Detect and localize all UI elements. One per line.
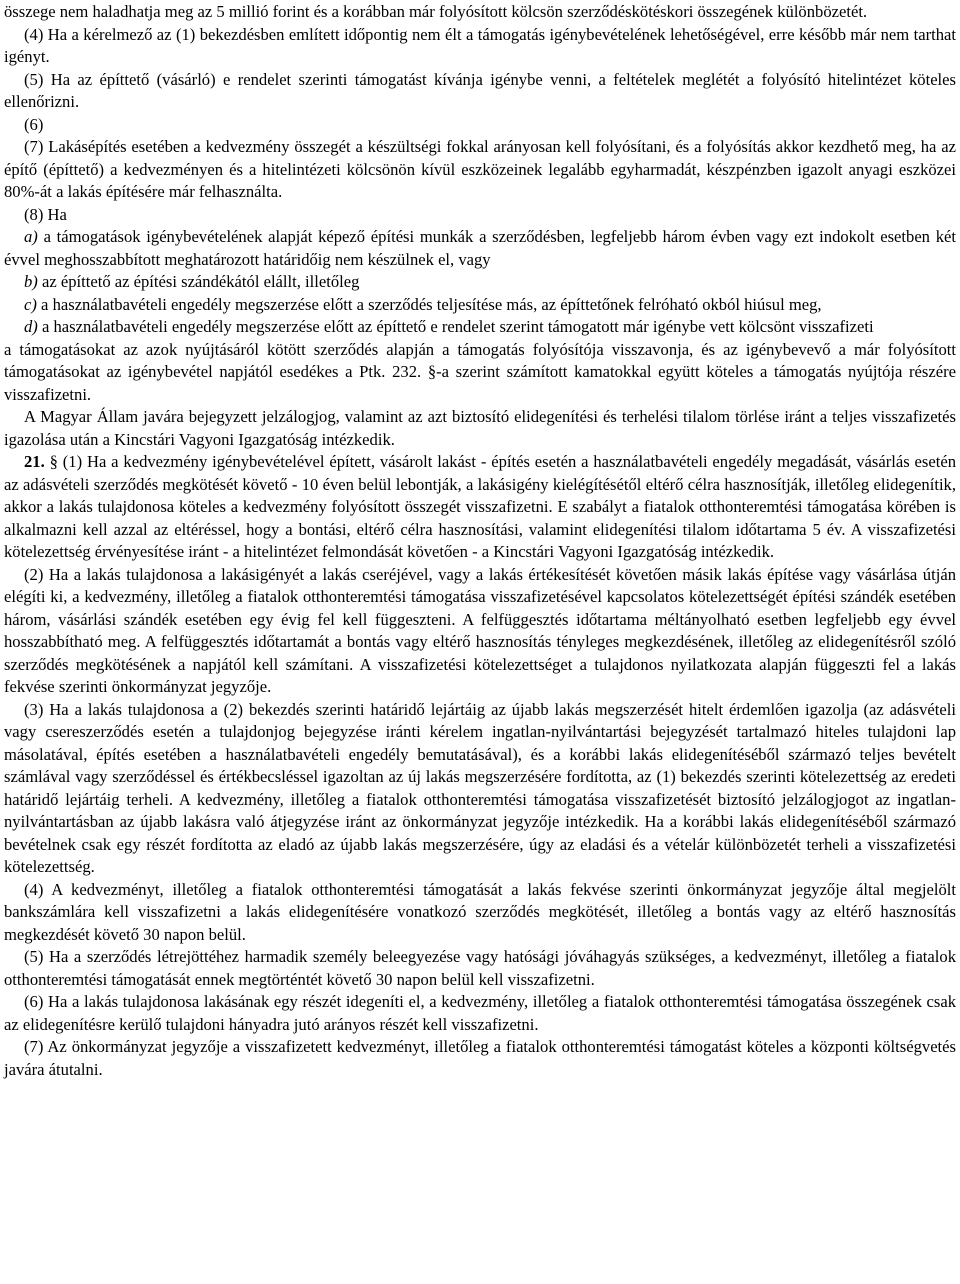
point-marker: c) [24, 294, 37, 314]
paragraph-section-21-6 [4, 991, 956, 1036]
paragraph-point-b [4, 271, 956, 294]
paragraph-section-21-4 [4, 879, 956, 947]
paragraph-section-21-3 [4, 699, 956, 879]
paragraph-text: (6) Ha a lakás tulajdonosa lakásának egy részét idegeníti el, a kedvezmény, illetőleg a fiatalok otthonteremtési támogatása összegének csak az elidegenítésre kerülő tulajdoni hányadra jutó arányos részét kell visszafizetni. [4, 992, 956, 1034]
paragraph-continuation [4, 1, 956, 24]
paragraph-text: a támogatások igénybevételének alapját képező építési munkák a szerződésben, legfeljebb három évben vagy ezt indokolt esetben két évvel meghosszabbított meghatározott határidőig nem készülnek el, vagy [4, 227, 956, 269]
paragraph-mortgage-deletion [4, 406, 956, 451]
paragraph-text: (6) [24, 114, 44, 134]
paragraph-clause-6 [4, 114, 956, 137]
paragraph-text: a használatbavételi engedély megszerzése előtt az építtető e rendelet szerint támogatott már igénybe vett kölcsönt visszafizeti [37, 317, 874, 336]
point-marker: d) [24, 317, 38, 336]
paragraph-text: (3) Ha a lakás tulajdonosa a (2) bekezdés szerinti határidő lejártáig az újabb lakás megszerzését hitelt érdemlően igazolja (az adásvételi vagy csereszerződés esetén a tulajdonjog bejegyzése iránti kérelem ingatlan-nyilvántartási bejegyzését tartalmazó hiteles tulajdoni lap másolatával, építés esetében a használatbavételi engedély bemutatásával), és a korábbi lakás elidegenítéséből származó teljes bevételt számlával vagy szerződéssel és értékbecsléssel igazoltan az új lakás megszerzésére fordította, az (1) bekezdés szerinti kötelezettség az eredeti határidő lejártáig terheli. A kedvezmény, illetőleg a fiatalok otthonteremtési támogatása visszafizetését biztosító jelzálogjogot az ingatlan-nyilvántartásban az újabb lakásra való átjegyzése iránt az önkormányzat jegyzője intézkedik. Ha a korábbi lakás elidegenítéséből származó bevételnek csak egy részét fordította az eladó az újabb lakás megszerzésére, úgy az eladási és a vételár különbözetét terheli a visszafizetési kötelezettség. [4, 699, 956, 876]
paragraph-text: (5) Ha a szerződés létrejöttéhez harmadik személy beleegyezése vagy hatósági jóváhagyás szükséges, a kedvezményt, illetőleg a fiatalok otthonteremtési támogatását ennek megtörténtét követő 30 napon belül kell visszafizetni. [4, 947, 956, 989]
paragraph-clause-8 [4, 204, 956, 227]
paragraph-text: (7) Az önkormányzat jegyzője a visszafizetett kedvezményt, illetőleg a fiatalok otthonteremtési támogatást köteles a központi költségvetés javára átutalni. [4, 1037, 956, 1079]
paragraph-clause-5 [4, 69, 956, 114]
paragraph-text: a használatbavételi engedély megszerzése előtt a szerződés teljesítése más, az építtetőnek felróható okból hiúsul meg, [36, 294, 822, 314]
paragraph-clause-7 [4, 136, 956, 204]
paragraph-text: (2) Ha a lakás tulajdonosa a lakásigényét a lakás cseréjével, vagy a lakás értékesítését követően másik lakás építése vagy vásárlása útján elégíti ki, a kedvezmény, illetőleg a fiatalok otthonteremtési támogatása visszafizetésével kapcsolatos kötelezettségét építési szándék esetében három, vásárlási szándék esetében egy évig fel kell függeszteni. A felfüggesztés időtartama méltányolható esetben legfeljebb egy évvel hosszabbítható meg. A felfüggesztés időtartamát a bontás vagy eltérő hasznosítás tényleges megkezdésének, illetőleg az elidegenítésről szóló szerződés megkötésének a napjától kell számítani. A visszafizetési kötelezettséget a tulajdonos nyilatkozata alapján függeszti fel a lakás fekvése szerinti önkormányzat jegyzője. [4, 564, 956, 696]
paragraph-section-21-5 [4, 946, 956, 991]
point-marker: b) [24, 272, 38, 291]
paragraph-section-21-1 [4, 451, 956, 564]
paragraph-point-d [4, 316, 956, 339]
paragraph-point-a [4, 226, 956, 271]
paragraph-clause-4 [4, 24, 956, 69]
point-marker: a) [24, 227, 38, 246]
paragraph-consequence [4, 339, 956, 407]
paragraph-section-21-7 [4, 1036, 956, 1081]
paragraph-section-21-2 [4, 564, 956, 699]
paragraph-text: (4) Ha a kérelmező az (1) bekezdésben említett időpontig nem élt a támogatás igénybevételének lehetőségével, erre később már nem tarthat igényt. [4, 24, 956, 66]
paragraph-text: (5) Ha az építtető (vásárló) e rendelet szerinti támogatást kívánja igénybe venni, a feltételek meglétét a folyósító hitelintézet köteles ellenőrizni. [4, 69, 956, 111]
paragraph-text: (4) A kedvezményt, illetőleg a fiatalok otthonteremtési támogatását a lakás fekvése szerinti önkormányzat jegyzője által megjelölt bankszámlára kell visszafizetni a lakás elidegenítésére vonatkozó szerződés megkötését, illetőleg a bontás vagy az eltérő hasznosítás megkezdését követő 30 napon belül. [4, 879, 956, 944]
paragraph-text: § (1) Ha a kedvezmény igénybevételével épített, vásárolt lakást - építés esetén a használatbavételi engedély megadását, vásárlás esetén az adásvételi szerződés megkötését követő - 10 éven belül lebontják, a lakásigény kielégítésétől eltérő célra hasznosítják, illetőleg elidegenítik, akkor a lakás tulajdonosa köteles a kedvezmény folyósított összegét visszafizetni. E szabályt a fiatalok otthonteremtési támogatása körében is alkalmazni kell azzal az eltéréssel, hogy a bontási, eltérő célra hasznosítási, valamint elidegenítési tilalom időtartama 5 év. A visszafizetési kötelezettség érvényesítése iránt - a hitelintézet felmondását követően - a Kincstári Vagyoni Igazgatóság intézkedik. [4, 452, 956, 561]
paragraph-text: A Magyar Állam javára bejegyzett jelzálogjog, valamint az azt biztosító elidegenítési és terhelési tilalom törlése iránt a teljes visszafizetés igazolása után a Kincstári Vagyoni Igazgatóság intézkedik. [4, 407, 956, 449]
paragraph-text: összege nem haladhatja meg az 5 millió forint és a korábban már folyósított kölcsön szerződéskötéskori összegének különbözetét. [4, 2, 868, 21]
paragraph-point-c [4, 294, 956, 317]
paragraph-text: a támogatásokat az azok nyújtásáról kötött szerződés alapján a támogatás folyósítója visszavonja, és az igénybevevő a már folyósított támogatásokat az igénybevétel napjától esedékes a Ptk. 232. §-a szerint számított kamatokkal együtt köteles a támogatás nyújtója részére visszafizetni. [4, 339, 956, 404]
paragraph-text: az építtető az építési szándékától elállt, illetőleg [37, 272, 360, 291]
paragraph-text: (7) Lakásépítés esetében a kedvezmény összegét a készültségi fokkal arányosan kell folyósítani, és a folyósítás akkor kezdhető meg, ha az építő (építtető) a kedvezményen és a hitelintézeti kölcsönön kívül eszközeinek legalább egyharmadát, készpénzben igazolt anyagi eszközei 80%-át a lakás építésére már felhasználta. [4, 137, 956, 201]
paragraph-text: (8) Ha [24, 204, 67, 224]
section-number: 21. [24, 452, 45, 471]
